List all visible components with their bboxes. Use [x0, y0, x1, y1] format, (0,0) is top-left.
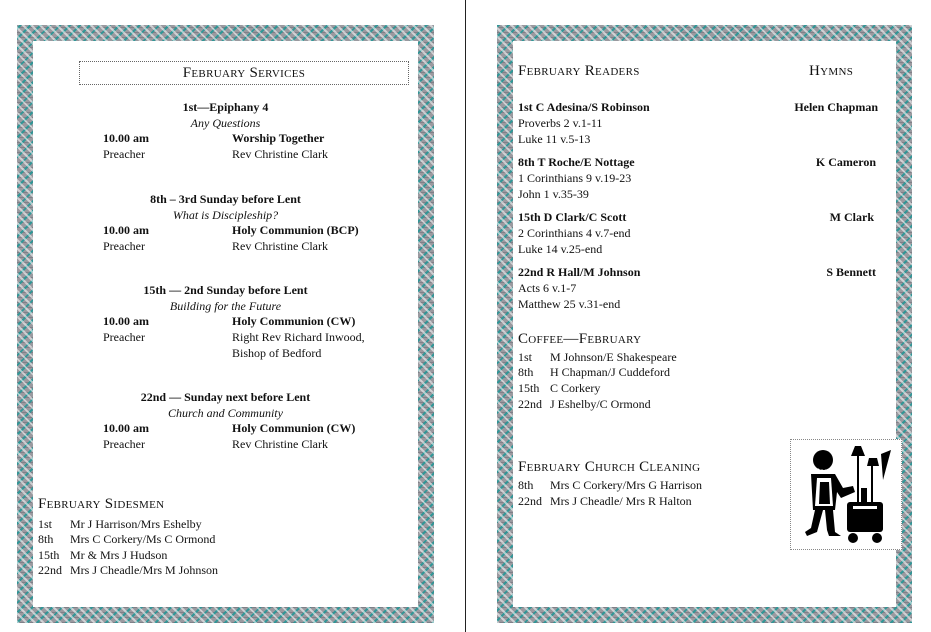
sidesmen-title: February Sidesmen: [38, 496, 165, 512]
coffee-names: C Corkery: [550, 381, 601, 395]
service-time: 10.00 am: [103, 131, 149, 145]
services-title: February Services: [182, 65, 306, 81]
reading-line: Luke 14 v.25-end: [518, 242, 603, 256]
service-heading: 8th – 3rd Sunday before Lent: [150, 192, 301, 206]
cleaner-with-cart-icon: [790, 439, 902, 550]
readers-title: February Readers: [518, 63, 640, 79]
preacher-name: Rev Christine Clark: [232, 147, 328, 161]
service-time: 10.00 am: [103, 421, 149, 435]
service-heading: 1st—Epiphany 4: [182, 100, 269, 114]
cleaning-names: Mrs C Corkery/Mrs G Harrison: [550, 478, 702, 492]
sidesmen-names: Mr J Harrison/Mrs Eshelby: [70, 517, 202, 531]
cleaning-names: Mrs J Cheadle/ Mrs R Halton: [550, 494, 692, 508]
preacher-label: Preacher: [103, 239, 145, 253]
cleaning-date: 8th: [518, 478, 534, 492]
right-page-border: [497, 25, 912, 623]
hymns-person: S Bennett: [826, 265, 876, 279]
coffee-names: J Eshelby/C Ormond: [550, 397, 651, 411]
hymns-person: Helen Chapman: [794, 100, 878, 114]
reading-line: 1 Corinthians 9 v.19-23: [518, 171, 632, 185]
service-time: 10.00 am: [103, 314, 149, 328]
service-type: Holy Communion (BCP): [232, 223, 359, 237]
coffee-names: M Johnson/E Shakespeare: [550, 350, 677, 364]
service-subtitle: What is Discipleship?: [172, 208, 279, 222]
service-subtitle: Church and Community: [168, 406, 283, 420]
cleaner-with-cart-icon: [791, 440, 901, 549]
coffee-title: Coffee—February: [518, 331, 642, 347]
service-heading: 22nd — Sunday next before Lent: [140, 390, 311, 404]
right-page-content: [513, 41, 896, 607]
sidesmen-date: 15th: [38, 548, 60, 562]
service-type: Holy Communion (CW): [232, 314, 356, 328]
preacher-label: Preacher: [103, 147, 145, 161]
cleaning-date: 22nd: [518, 494, 542, 508]
service-time: 10.00 am: [103, 223, 149, 237]
preacher-name: Right Rev Richard Inwood,: [232, 330, 365, 344]
reading-line: Proverbs 2 v.1-11: [518, 116, 603, 130]
preacher-name: Rev Christine Clark: [232, 437, 328, 451]
coffee-names: H Chapman/J Cuddeford: [550, 365, 670, 379]
preacher-label: Preacher: [103, 330, 145, 344]
page-fold-line: [465, 0, 466, 632]
service-subtitle: Building for the Future: [169, 299, 282, 313]
sidesmen-names: Mr & Mrs J Hudson: [70, 548, 168, 562]
services-title-box: [79, 61, 409, 85]
preacher-name: Rev Christine Clark: [232, 239, 328, 253]
sidesmen-date: 8th: [38, 532, 54, 546]
reading-heading: 15th D Clark/C Scott: [518, 210, 627, 224]
reading-line: Acts 6 v.1-7: [518, 281, 577, 295]
reading-line: Matthew 25 v.31-end: [518, 297, 621, 311]
left-page-border: [17, 25, 434, 623]
coffee-date: 8th: [518, 365, 534, 379]
cleaning-title: February Church Cleaning: [518, 459, 701, 475]
sidesmen-date: 1st: [38, 517, 53, 531]
service-subtitle: Any Questions: [190, 116, 261, 130]
reading-line: John 1 v.35-39: [518, 187, 589, 201]
reading-heading: 22nd R Hall/M Johnson: [518, 265, 641, 279]
sidesmen-date: 22nd: [38, 563, 62, 577]
reading-heading: 8th T Roche/E Nottage: [518, 155, 635, 169]
coffee-date: 15th: [518, 381, 540, 395]
service-type: Holy Communion (CW): [232, 421, 356, 435]
sidesmen-names: Mrs J Cheadle/Mrs M Johnson: [70, 563, 219, 577]
coffee-date: 1st: [518, 350, 533, 364]
reading-line: 2 Corinthians 4 v.7-end: [518, 226, 631, 240]
reading-line: Luke 11 v.5-13: [518, 132, 591, 146]
left-page-content: [33, 41, 418, 607]
service-type: Worship Together: [232, 131, 325, 145]
preacher-name-line2: Bishop of Bedford: [232, 346, 322, 360]
hymns-person: K Cameron: [815, 155, 876, 169]
reading-heading: 1st C Adesina/S Robinson: [518, 100, 650, 114]
coffee-date: 22nd: [518, 397, 542, 411]
service-heading: 15th — 2nd Sunday before Lent: [143, 283, 308, 297]
preacher-label: Preacher: [103, 437, 145, 451]
sidesmen-names: Mrs C Corkery/Ms C Ormond: [70, 532, 216, 546]
hymns-title: Hymns: [809, 63, 854, 79]
hymns-person: M Clark: [829, 210, 874, 224]
